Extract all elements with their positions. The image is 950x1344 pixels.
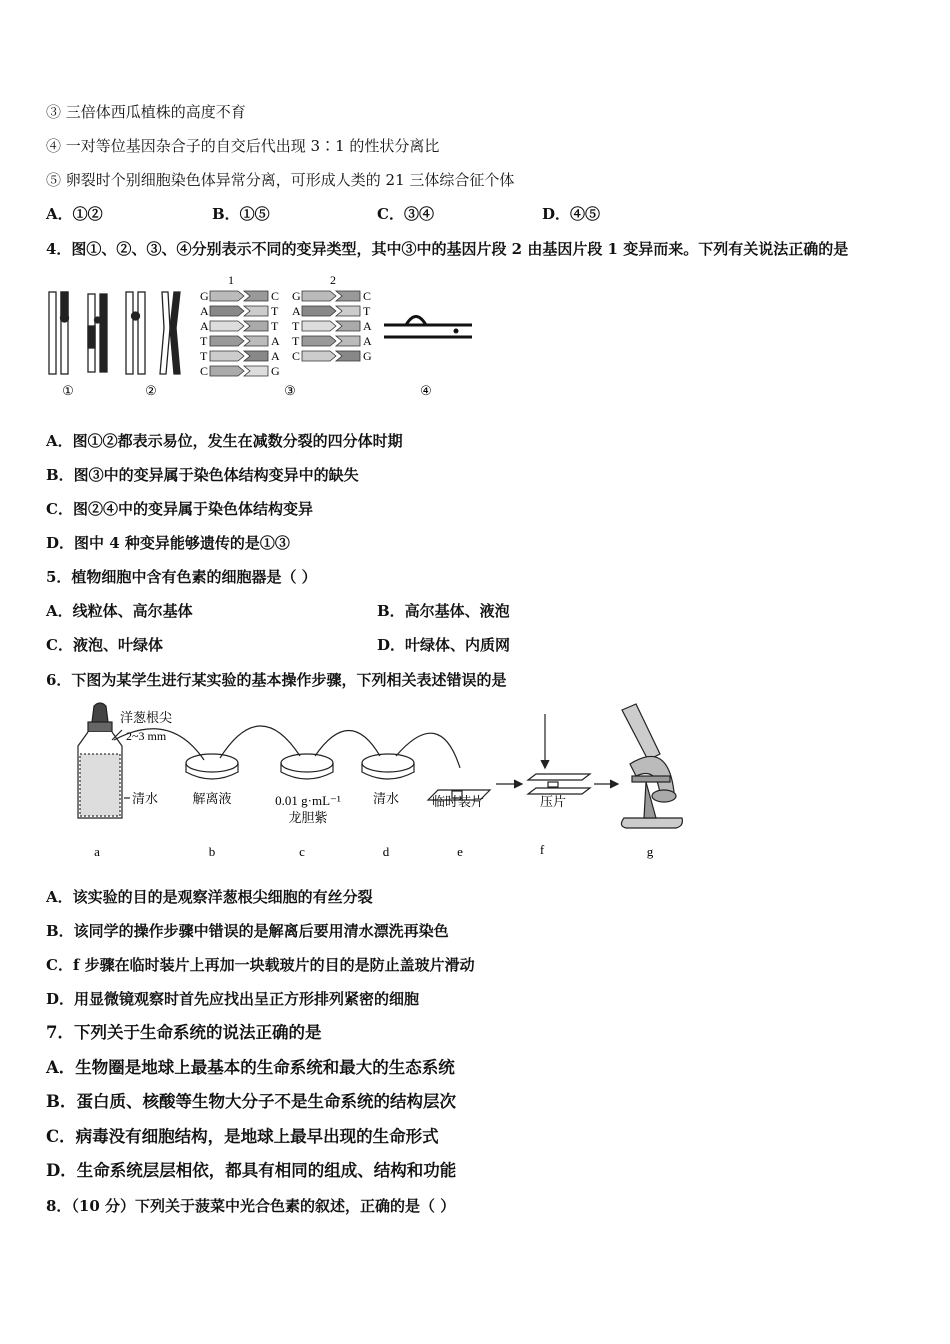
base-letter: T [271,319,279,333]
gene-segment-2 [292,289,372,363]
base-block [336,321,360,331]
q7-stem: 7．下列关于生命系统的说法正确的是 [46,1023,322,1042]
q4-figure [44,270,484,402]
label-rinse: 清水 [372,791,400,806]
base-letter: T [271,304,279,318]
panel-label-1: ① [62,383,74,398]
q5-option-b[interactable]: B．高尔基体、液泡 [377,602,510,620]
base-letter: G [292,289,301,303]
label-dissociation: 解离液 [192,791,232,806]
base-letter: C [200,364,209,378]
q6-option-a[interactable]: A．该实验的目的是观察洋葱根尖细胞的有丝分裂 [46,888,373,906]
base-letter: T [292,334,300,348]
bottle-icon [78,703,122,818]
q6-stem: 6．下图为某学生进行某实验的基本操作步骤，下列相关表述错误的是 [46,671,507,689]
base-block [336,336,360,346]
label-press: 压片 [539,794,567,809]
chromosome-pair-1 [49,292,107,374]
base-block [244,336,268,346]
q7-option-a[interactable]: A．生物圈是地球上最基本的生命系统和最大的生态系统 [46,1058,455,1077]
panel-label-2: ② [145,383,157,398]
label-mount: 临时装片 [431,794,485,809]
label-concentration: 0.01 g·mL⁻¹ [275,793,341,808]
base-letter: T [292,319,300,333]
slide-f [528,774,590,780]
q5-option-d[interactable]: D．叶绿体、内质网 [377,636,511,654]
step-letter-e: e [457,844,463,859]
panel-label-4: ④ [420,383,432,398]
q4-stem: 4．图①、②、③、④分别表示不同的变异类型，其中③中的基因片段 2 由基因片段 1 变异而来。下列有关说法正确的是 [46,240,849,258]
q6-option-b[interactable]: B．该同学的操作步骤中错误的是解离后要用清水漂洗再染色 [46,922,449,940]
base-block [210,321,244,331]
label-length: 2~3 mm [126,729,167,743]
base-block [302,306,336,316]
step-letter-f: f [539,842,545,857]
q3-option-d[interactable]: D．④⑤ [542,205,601,223]
base-letter: G [271,364,280,378]
q7-option-b[interactable]: B．蛋白质、核酸等生物大分子不是生命系统的结构层次 [46,1092,456,1111]
step-letter-d: d [382,844,390,859]
q3-option-b[interactable]: B．①⑤ [212,205,270,223]
q7-option-d[interactable]: D．生命系统层层相依，都具有相同的组成、结构和功能 [46,1161,457,1180]
base-block [210,351,244,361]
step-letter-g: g [646,844,654,859]
base-block [244,366,268,376]
statement-4: ④ 一对等位基因杂合子的自交后代出现 3∶1 的性状分离比 [46,137,440,155]
base-letter: A [292,304,301,318]
base-block [244,291,268,301]
base-letter: A [271,334,280,348]
q5-stem: 5．植物细胞中含有色素的细胞器是（ ） [46,568,317,586]
gene-segment-1 [200,289,280,378]
q7-option-c[interactable]: C．病毒没有细胞结构，是地球上最早出现的生命形式 [46,1127,439,1146]
base-block [244,306,268,316]
step-letter-b: b [208,844,216,859]
base-letter: G [363,349,372,363]
panel-label-3: ③ [284,383,296,398]
chromosome-pair-2 [126,292,180,374]
base-letter: C [271,289,280,303]
base-letter: A [363,334,372,348]
base-letter: A [200,319,209,333]
base-letter: C [292,349,301,363]
label-onion-tip: 洋葱根尖 [120,710,173,725]
base-block [302,321,336,331]
base-block [302,291,336,301]
base-block [244,321,268,331]
q5-option-a[interactable]: A．线粒体、高尔基体 [46,602,193,620]
base-letter: T [363,304,371,318]
base-letter: T [200,349,208,363]
base-letter: G [200,289,209,303]
label-stain: 龙胆紫 [288,810,328,825]
dish-b [186,754,238,772]
q3-option-c[interactable]: C．③④ [377,205,434,223]
q6-option-d[interactable]: D．用显微镜观察时首先应找出呈正方形排列紧密的细胞 [46,990,420,1008]
statement-5: ⑤ 卵裂时个别细胞染色体异常分离，可形成人类的 21 三体综合征个体 [46,171,515,189]
q4-option-a[interactable]: A．图①②都表示易位，发生在减数分裂的四分体时期 [46,432,403,450]
base-block [210,336,244,346]
base-letter: C [363,289,372,303]
base-letter: A [200,304,209,318]
base-letter: A [363,319,372,333]
q6-option-c[interactable]: C．f 步骤在临时装片上再加一块载玻片的目的是防止盖玻片滑动 [46,956,475,974]
base-block [244,351,268,361]
base-block [302,336,336,346]
segment-label-2: 2 [330,273,336,287]
q4-option-c[interactable]: C．图②④中的变异属于染色体结构变异 [46,500,313,518]
q5-option-c[interactable]: C．液泡、叶绿体 [46,636,163,654]
base-block [210,291,244,301]
segment-label-1: 1 [228,273,234,287]
dish-c [281,754,333,772]
step-letter-a: a [94,844,100,859]
base-block [210,366,244,376]
statement-3: ③ 三倍体西瓜植株的高度不育 [46,103,246,121]
step-letter-c: c [299,844,305,859]
base-block [336,351,360,361]
base-block [336,291,360,301]
q8-stem: 8．（10 分）下列关于菠菜中光合色素的叙述，正确的是（ ） [46,1197,456,1215]
base-block [302,351,336,361]
label-water-a: 清水 [132,791,159,806]
microscope-icon [621,704,682,828]
base-block [336,306,360,316]
q6-figure [70,700,690,868]
chromosome-loop [384,317,472,338]
base-letter: A [271,349,280,363]
q3-option-a[interactable]: A．①② [46,205,103,223]
base-letter: T [200,334,208,348]
q4-option-b[interactable]: B．图③中的变异属于染色体结构变异中的缺失 [46,466,359,484]
q4-option-d[interactable]: D．图中 4 种变异能够遗传的是①③ [46,534,290,552]
dish-d [362,754,414,772]
base-block [210,306,244,316]
